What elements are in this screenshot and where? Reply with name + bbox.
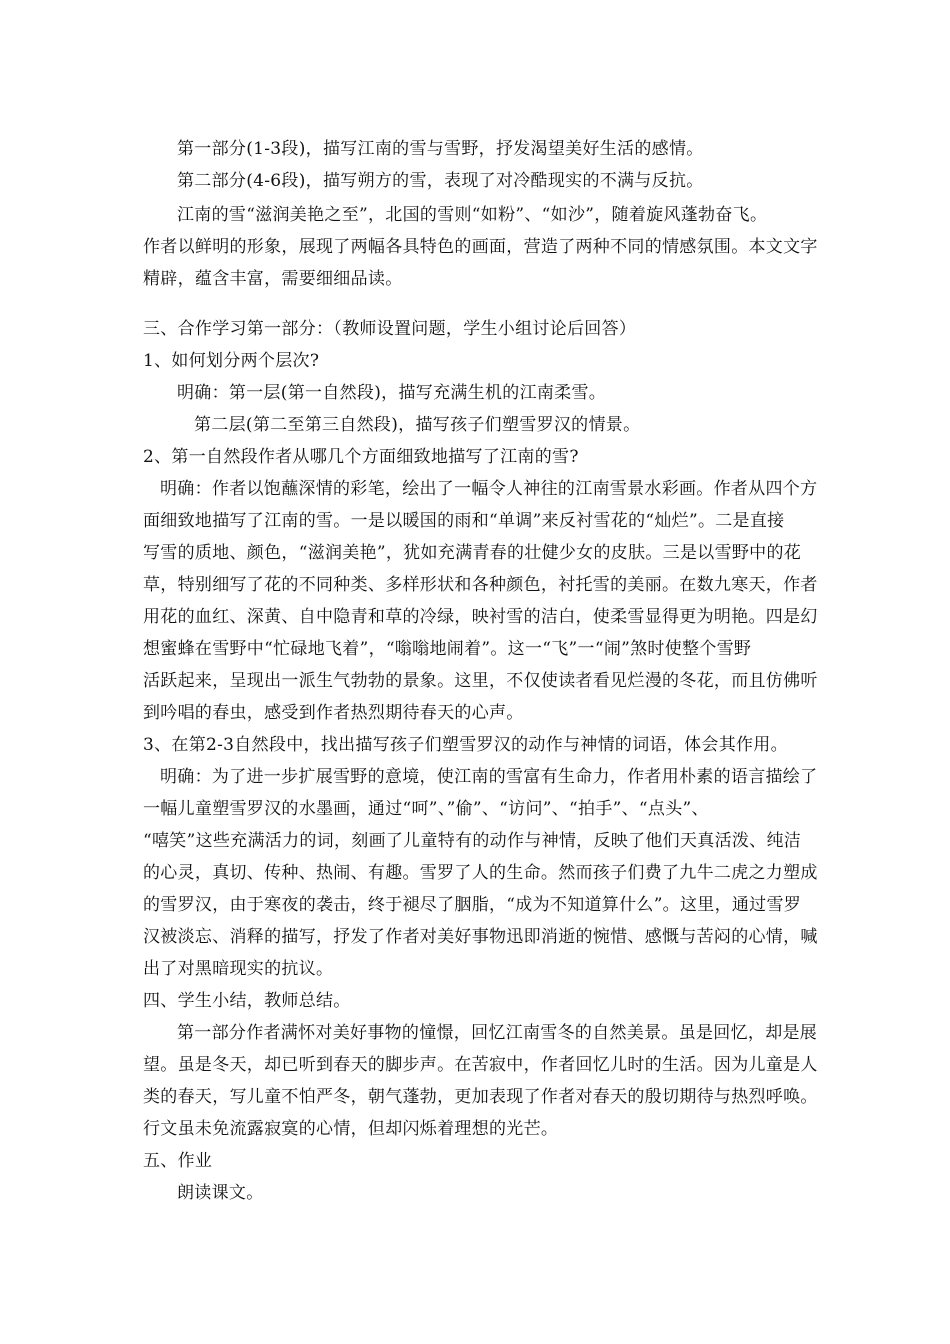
q2-question: 2、第一自然段作者从哪几个方面细致地描写了江南的雪? [143,447,579,467]
q1-answer-line: 第二层(第二至第三自然段)，描写孩子们塑雪罗汉的情景。 [194,415,641,435]
section5-heading: 五、作业 [143,1151,213,1171]
q2-answer-line: 面细致地描写了江南的雪。一是以暖国的雨和“单调”来反衬雪花的“灿烂”。二是直接 [143,511,785,531]
q2-answer-line: 到吟唱的春虫，感受到作者热烈期待春天的心声。 [143,703,524,723]
part2-summary: 第二部分(4-6段)，描写朔方的雪，表现了对冷酷现实的不满与反抗。 [177,171,704,191]
homework-task: 朗读课文。 [177,1183,264,1203]
q2-answer-line: 明确：作者以饱蘸深情的彩笔，绘出了一幅令人神往的江南雪景水彩画。作者从四个方 [160,479,818,499]
section4-heading: 四、学生小结，教师总结。 [143,991,351,1011]
q3-question: 3、在第2-3自然段中，找出描写孩子们塑雪罗汉的动作与神情的词语，体会其作用。 [143,735,788,755]
section3-heading: 三、合作学习第一部分：（教师设置问题，学生小组讨论后回答） [143,319,637,339]
section4-paragraph-line: 类的春天，写儿童不怕严冬，朝气蓬勃，更加表现了作者对春天的殷切期待与热烈呼唤。 [143,1087,818,1107]
q3-answer-line: 的心灵，真切、传种、热闹、有趣。雪罗了人的生命。然而孩子们费了九牛二虎之力塑成 [143,863,818,883]
q2-answer-line: 用花的血红、深黄、自中隐青和草的冷绿，映衬雪的洁白，使柔雪显得更为明艳。四是幻 [143,607,818,627]
q3-answer-line: 汉被淡忘、消释的描写，抒发了作者对美好事物迅即消逝的惋惜、感慨与苦闷的心情，喊 [143,927,818,947]
q3-answer-line: 出了对黑暗现实的抗议。 [143,959,334,979]
section4-paragraph-line: 第一部分作者满怀对美好事物的憧憬，回忆江南雪冬的自然美景。虽是回忆，却是展 [177,1023,818,1043]
q2-answer-line: 想蜜蜂在雪野中“忙碌地飞着”，“嗡嗡地闹着”。这一“飞”一“闹”煞时使整个雪野 [143,639,752,659]
q1-question: 1、如何划分两个层次? [143,351,320,371]
q3-answer-line: 明确：为了进一步扩展雪野的意境，使江南的雪富有生命力，作者用朴素的语言描绘了 [160,767,818,787]
q1-answer-line: 明确：第一层(第一自然段)，描写充满生机的江南柔雪。 [177,383,607,403]
q3-answer-line: “嘻笑”这些充满活力的词，刻画了儿童特有的动作与神情，反映了他们天真活泼、纯洁 [143,831,802,851]
section4-paragraph-line: 行文虽未免流露寂寞的心情，但却闪烁着理想的光芒。 [143,1119,559,1139]
q2-answer-line: 草，特别细写了花的不同种类、多样形状和各种颜色，衬托雪的美丽。在数九寒天，作者 [143,575,818,595]
q3-answer-line: 的雪罗汉，由于寒夜的袭击，终于褪尽了胭脂，“成为不知道算什么”。这里，通过雪罗 [143,895,802,915]
q2-answer-line: 活跃起来，呈现出一派生气勃勃的景象。这里，不仅使读者看见烂漫的冬花，而且仿佛听 [143,671,818,691]
part1-summary: 第一部分(1-3段)，描写江南的雪与雪野，抒发渴望美好生活的感情。 [177,139,704,159]
intro-paragraph-line: 江南的雪“滋润美艳之至”，北国的雪则“如粉”、“如沙”，随着旋风蓬勃奋飞。 [177,205,768,225]
section4-paragraph-line: 望。虽是冬天，却已听到春天的脚步声。在苦寂中，作者回忆儿时的生活。因为儿童是人 [143,1055,818,1075]
intro-paragraph-line: 精辟，蕴含丰富，需要细细品读。 [143,269,403,289]
q3-answer-line: 一幅儿童塑雪罗汉的水墨画，通过“呵”、”偷”、“访问”、“拍手”、“点头”、 [143,799,709,819]
q2-answer-line: 写雪的质地、颜色，“滋润美艳”，犹如充满青春的壮健少女的皮肤。三是以雪野中的花 [143,543,802,563]
intro-paragraph-line: 作者以鲜明的形象，展现了两幅各具特色的画面，营造了两种不同的情感氛围。本文文字 [143,237,818,257]
